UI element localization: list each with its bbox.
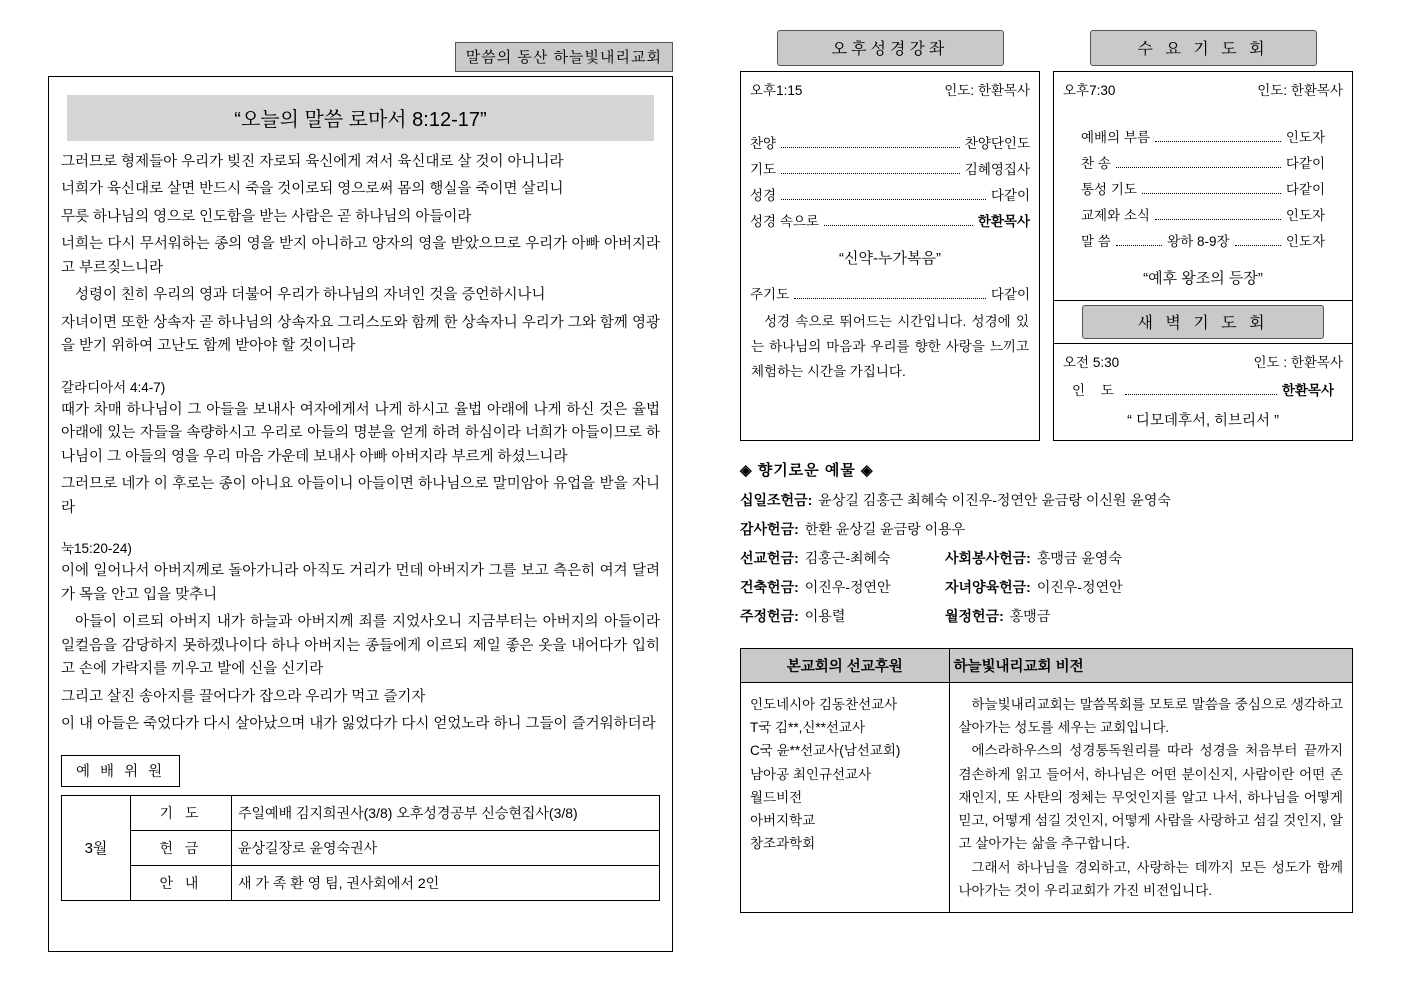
- dot-leader: [781, 163, 960, 174]
- order-row: [741, 280, 1039, 306]
- offering-row: [740, 519, 1353, 539]
- offering-key: 선교헌금:: [740, 550, 799, 566]
- offering-item: [740, 606, 945, 626]
- offering-item: [740, 490, 1171, 510]
- wednesday-prayer-box: [1053, 71, 1353, 441]
- role-value: 윤상길장로 윤영숙권사: [232, 830, 660, 865]
- order-label: 주기도: [750, 287, 790, 302]
- table-row: [741, 649, 1353, 683]
- offering-key: 사회봉사헌금:: [945, 550, 1031, 566]
- order-row: [741, 207, 1039, 233]
- order-value: 인도자: [1285, 130, 1325, 145]
- offering-row: [740, 606, 1353, 626]
- offering-key: 건축헌금:: [740, 579, 799, 595]
- order-value: 인도자: [1285, 234, 1326, 249]
- dot-leader: [1142, 183, 1281, 194]
- afternoon-bible-class-box: [740, 71, 1040, 441]
- table-row: [62, 865, 660, 900]
- dot-leader: [781, 137, 960, 148]
- list-item: 월드비전: [750, 789, 803, 805]
- mission-list: [741, 683, 950, 913]
- wednesday-topic: “예후 왕조의 등장”: [1143, 270, 1263, 287]
- left-page: [48, 42, 673, 952]
- order-value: 한환목사: [1281, 383, 1334, 398]
- offering-value: 홍맹금: [1009, 608, 1051, 624]
- vision-paragraph: 하늘빛내리교회는 말씀목회를 모토로 말씀을 중심으로 생각하고 살아가는 성도를 세우는 교회입니다.: [958, 697, 1343, 736]
- verse-line: 때가 차매 하나님이 그 아들을 보내사 여자에게서 나게 하시고 율법 아래에 나게 하신 것은 율법 아래에 있는 자들을 속량하시고 우리로 아들의 명분을 얻게 하려 하심이라 너희가 아들이므로 하나님이 그 아들의 영을 우리 마음 가운데 보내사 아빠 아버지라 부르게 하셨느니라: [61, 401, 660, 465]
- list-item: 창조과학회: [750, 836, 816, 852]
- list-item: T국 김**,신**선교사: [750, 720, 866, 736]
- list-item: 남아공 최인규선교사: [750, 766, 872, 782]
- worship-committee-label: 예 배 위 원: [61, 755, 180, 787]
- order-row: [741, 129, 1039, 155]
- order-value: 다같이: [1285, 182, 1325, 197]
- offering-item: [740, 577, 945, 597]
- mission-header: 본교회의 선교후원: [741, 649, 950, 683]
- list-item: 인도네시아 김동찬선교사: [750, 697, 898, 712]
- role-value: 새 가 족 환 영 팀, 권사회에서 2인: [232, 865, 660, 900]
- dot-leader: [1155, 131, 1281, 142]
- afternoon-header: [741, 72, 1039, 107]
- offering-key: 주정헌금:: [740, 608, 799, 624]
- table-row: [62, 795, 660, 830]
- offering-value: 홍맹금 윤영숙: [1036, 550, 1122, 566]
- service-pill-row: [740, 30, 1353, 66]
- vision-header: 하늘빛내리교회 비전: [949, 649, 1353, 683]
- list-item: C국 윤**선교사(남선교회): [750, 743, 901, 759]
- role-label: 기 도: [131, 795, 232, 830]
- dawn-prayer-title: 새 벽 기 도 회: [1082, 305, 1324, 339]
- order-value: 찬양단인도: [964, 136, 1030, 151]
- dawn-leader: 인도 : 한환목사: [1253, 355, 1343, 370]
- sermon-passage: 왕하 8-9장: [1167, 234, 1230, 249]
- dot-leader: [1125, 384, 1277, 395]
- wednesday-prayer-title: 수 요 기 도 회: [1090, 30, 1317, 66]
- afternoon-topic: “신약-누가복음”: [839, 250, 941, 267]
- order-row: [1072, 123, 1334, 149]
- order-label: 예배의 부름: [1081, 130, 1150, 145]
- role-label: 안 내: [131, 865, 232, 900]
- right-page: [740, 30, 1353, 913]
- offering-value: 이용렬: [804, 608, 846, 624]
- order-row-sermon: [1072, 227, 1334, 253]
- offering-value: 김홍근-최혜숙: [804, 550, 891, 566]
- verse-line: 너희는 다시 무서워하는 종의 영을 받지 아니하고 양자의 영을 받았으므로 우리가 아빠 아버지라고 부르짖느니라: [61, 236, 660, 276]
- dot-leader: [1116, 157, 1281, 168]
- order-value: 김혜영집사: [964, 162, 1030, 177]
- verse-line: 자녀이면 또한 상속자 곧 하나님의 상속자요 그리스도와 함께 한 상속자니 우리가 그와 함께 영광을 받기 위하여 고난도 함께 받아야 할 것이니라: [61, 314, 660, 355]
- dot-leader: [1235, 235, 1281, 246]
- verse-line: 그러므로 형제들아 우리가 빚진 자로되 육신에게 져서 육신대로 살 것이 아니니라: [61, 154, 564, 170]
- order-row: [741, 155, 1039, 181]
- dot-leader: [1155, 209, 1281, 220]
- order-value: 인도자: [1285, 208, 1325, 223]
- vision-paragraph: 에스라하우스의 성경통독원리를 따라 성경을 처음부터 끝까지 겸손하게 읽고 들어서, 하나님은 어떤 분이신지, 사람이란 어떤 존재인지, 또 사탄의 정체는 무엇인지를 알고 나서, 하나님을 어떻게 믿고, 어떻게 섬길 것인지, 어떻게 사람을 사랑하고 섬길 것인지, 알고 살아가는 삶을 추구합니다.: [958, 743, 1343, 852]
- sermon-box: [48, 76, 673, 952]
- table-row: [62, 830, 660, 865]
- offering-key: 십일조헌금:: [740, 492, 813, 508]
- vision-paragraph: 그래서 하나님을 경외하고, 사랑하는 데까지 모든 성도가 함께 나아가는 것이 우리교회가 가진 비전입니다.: [958, 859, 1343, 898]
- scripture-reference: 갈라디아서 4:4-7): [61, 379, 166, 395]
- offering-value: 이진우-정연안: [804, 579, 891, 595]
- order-label: 성경 속으로: [750, 214, 819, 229]
- verse-line: 그리고 살진 송아지를 끌어다가 잡으라 우리가 먹고 즐기자: [61, 688, 426, 705]
- order-label: 말 씀: [1081, 234, 1111, 249]
- dot-leader: [824, 215, 973, 226]
- offering-value: 윤상길 김홍근 최혜숙 이진우-정연안 윤금랑 이신원 윤영숙: [818, 492, 1171, 508]
- table-row: [741, 683, 1353, 913]
- order-row: [1072, 201, 1334, 227]
- order-value: 다같이: [990, 287, 1030, 302]
- month-cell: 3월: [62, 795, 131, 900]
- order-row: [741, 181, 1039, 207]
- order-label: 인 도: [1072, 383, 1120, 398]
- dot-leader: [1116, 235, 1162, 246]
- order-row: [1072, 149, 1334, 175]
- service-columns: [740, 71, 1353, 441]
- order-label: 통성 기도: [1081, 182, 1137, 197]
- offering-key: 월정헌금:: [945, 608, 1004, 624]
- dawn-header: [1054, 344, 1352, 379]
- wednesday-time: 오후7:30: [1063, 83, 1116, 98]
- offering-row: [740, 490, 1353, 510]
- order-value: 다같이: [990, 188, 1030, 203]
- order-value: 다같이: [1285, 156, 1325, 171]
- order-label: 교제와 소식: [1081, 208, 1150, 223]
- afternoon-time: 오후1:15: [750, 83, 803, 98]
- mission-support-table: [740, 648, 1353, 913]
- offering-item: [945, 577, 1123, 597]
- order-label: 기도: [750, 162, 777, 177]
- dawn-time: 오전 5:30: [1063, 355, 1120, 370]
- afternoon-note: 성경 속으로 뛰어드는 시간입니다. 성경에 있는 하나님의 마음과 우리를 향한 사랑을 느끼고 체험하는 시간을 가집니다.: [751, 314, 1029, 379]
- verse-line: 너희가 육신대로 살면 반드시 죽을 것이로되 영으로써 몸의 행실을 죽이면 살리니: [61, 181, 564, 198]
- role-label: 헌 금: [131, 830, 232, 865]
- offering-row: [740, 577, 1353, 597]
- scripture-reference: 눅15:20-24): [61, 541, 132, 557]
- offering-item: [945, 606, 1050, 626]
- sermon-title: “오늘의 말씀 로마서 8:12-17”: [67, 95, 654, 141]
- worship-committee-table: [61, 795, 660, 901]
- verse-line: 무릇 하나님의 영으로 인도함을 받는 사람은 곧 하나님의 아들이라: [61, 208, 472, 225]
- bottom-tables: [740, 648, 1353, 913]
- order-row: [1054, 379, 1352, 401]
- afternoon-bible-class-title: 오후성경강좌: [777, 30, 1004, 66]
- offering-item: [740, 519, 965, 539]
- offering-item: [740, 548, 945, 568]
- order-value: 한환목사: [977, 214, 1030, 229]
- church-header-tag: 말씀의 동산 하늘빛내리교회: [455, 42, 673, 72]
- vision-text: [949, 683, 1353, 913]
- order-row: [1072, 175, 1334, 201]
- offering-row: [740, 548, 1353, 568]
- order-label: 찬양: [750, 136, 777, 151]
- dawn-topic: “ 디모데후서, 히브리서 ”: [1127, 413, 1279, 429]
- verse-line: 그러므로 네가 이 후로는 종이 아니요 아들이니 아들이면 하나님으로 말미암아 유업을 받을 자니라: [61, 476, 660, 516]
- divider: [1054, 300, 1352, 301]
- role-value: 주일예배 김지희권사(3/8) 오후성경공부 신승현집사(3/8): [232, 795, 660, 830]
- offerings-section: [740, 459, 1353, 626]
- dot-leader: [794, 288, 986, 299]
- verse-line: 이 내 아들은 죽었다가 다시 살아났으며 내가 잃었다가 다시 얻었노라 하니 그들이 즐거워하더라: [61, 716, 656, 733]
- dot-leader: [781, 189, 986, 200]
- order-label: 찬 송: [1081, 156, 1111, 171]
- offering-key: 자녀양육헌금:: [945, 579, 1031, 595]
- verse-line: 성령이 친히 우리의 영과 더불어 우리가 하나님의 자녀인 것을 증언하시나니: [75, 287, 546, 304]
- offering-item: [945, 548, 1122, 568]
- wednesday-header: [1054, 72, 1352, 107]
- order-label: 성경: [750, 188, 777, 203]
- afternoon-leader: 인도: 한환목사: [944, 83, 1030, 98]
- verse-line: 아들이 이르되 아버지 내가 하늘과 아버지께 죄를 지었사오니 지금부터는 아버지의 아들이라 일컬음을 감당하지 못하겠나이다 하나 아버지는 종들에게 이르되 제일 좋은 옷을 내어다가 입히고 손에 가락지를 끼우고 발에 신을 신기라: [61, 614, 660, 678]
- offering-value: 한환 윤상길 윤금랑 이용우: [804, 521, 966, 537]
- wednesday-leader: 인도: 한환목사: [1257, 83, 1343, 98]
- verse-line: 이에 일어나서 아버지께로 돌아가니라 아직도 거리가 먼데 아버지가 그를 보고 측은히 여겨 달려가 목을 안고 입을 맞추니: [61, 563, 660, 603]
- offerings-title: ◈ 향기로운 예물 ◈: [740, 462, 874, 479]
- list-item: 아버지학교: [750, 813, 816, 829]
- offering-value: 이진우-정연안: [1036, 579, 1123, 595]
- offering-key: 감사헌금:: [740, 521, 799, 537]
